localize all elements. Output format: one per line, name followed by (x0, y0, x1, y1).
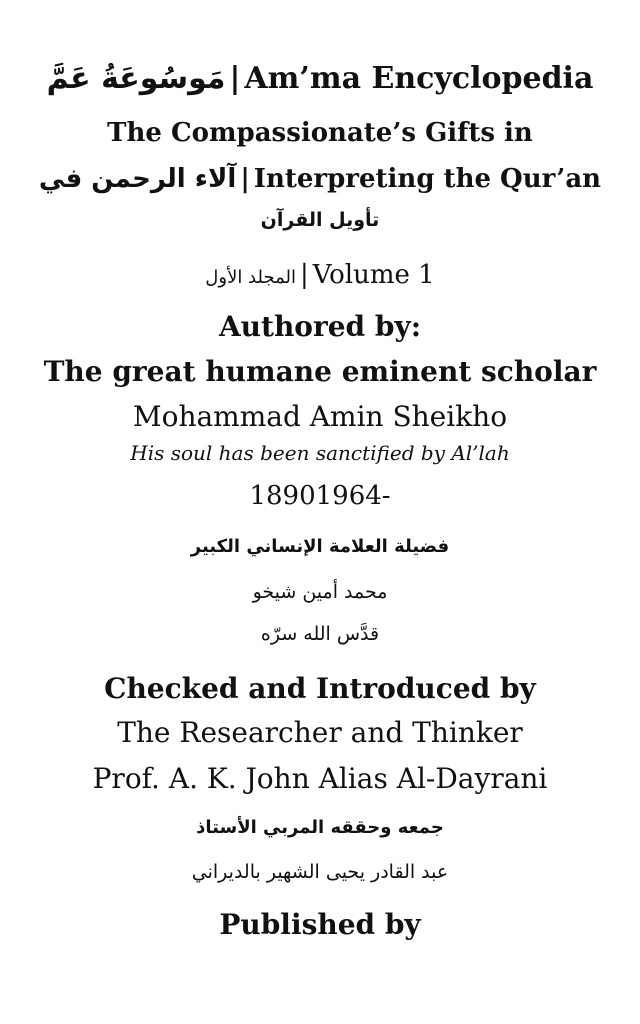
volume-separator: | (299, 260, 309, 290)
checker-heading: Checked and Introduced by (104, 672, 536, 705)
series-title-english: Am’ma Encyclopedia (244, 61, 594, 96)
author-blessing-arabic: قدَّس الله سرّه (260, 623, 380, 645)
volume-arabic: المجلد الأول (205, 267, 296, 288)
book-title-line-1: The Compassionate’s Gifts in (107, 118, 533, 148)
volume-line (0, 262, 640, 288)
checker-role: The Researcher and Thinker (117, 716, 523, 749)
author-heading: Authored by: (218, 310, 422, 343)
publisher-heading: Published by (219, 908, 421, 941)
series-title-separator: | (229, 61, 241, 96)
author-name-arabic: محمد أمين شيخو (252, 581, 388, 603)
checker-name-arabic: عبد القادر يحيى الشهير بالديراني (191, 861, 449, 883)
book-title-separator: | (240, 164, 250, 194)
series-title (0, 61, 640, 96)
book-title-arabic-continued: تأويل القرآن (260, 209, 380, 231)
author-name: Mohammad Amin Sheikho (132, 400, 508, 433)
book-title-line-2 (0, 166, 640, 192)
book-title-arabic: آلاء الرحمن في (38, 164, 237, 194)
volume-english: Volume 1 (312, 260, 435, 290)
book-title-english: Interpreting the Qur’an (253, 164, 602, 194)
series-title-arabic: مَوسُوعَةُ عَمَّ (46, 61, 226, 96)
checker-role-arabic: جمعه وحققه المربي الأستاذ (196, 817, 444, 838)
checker-name: Prof. A. K. John Alias Al-Dayrani (92, 762, 548, 795)
author-epithet-arabic: فضيلة العلامة الإنساني الكبير (190, 536, 450, 557)
author-blessing: His soul has been sanctified by Al’lah (130, 441, 510, 465)
author-epithet: The great humane eminent scholar (43, 355, 597, 388)
author-dates: 18901964- (249, 481, 391, 511)
